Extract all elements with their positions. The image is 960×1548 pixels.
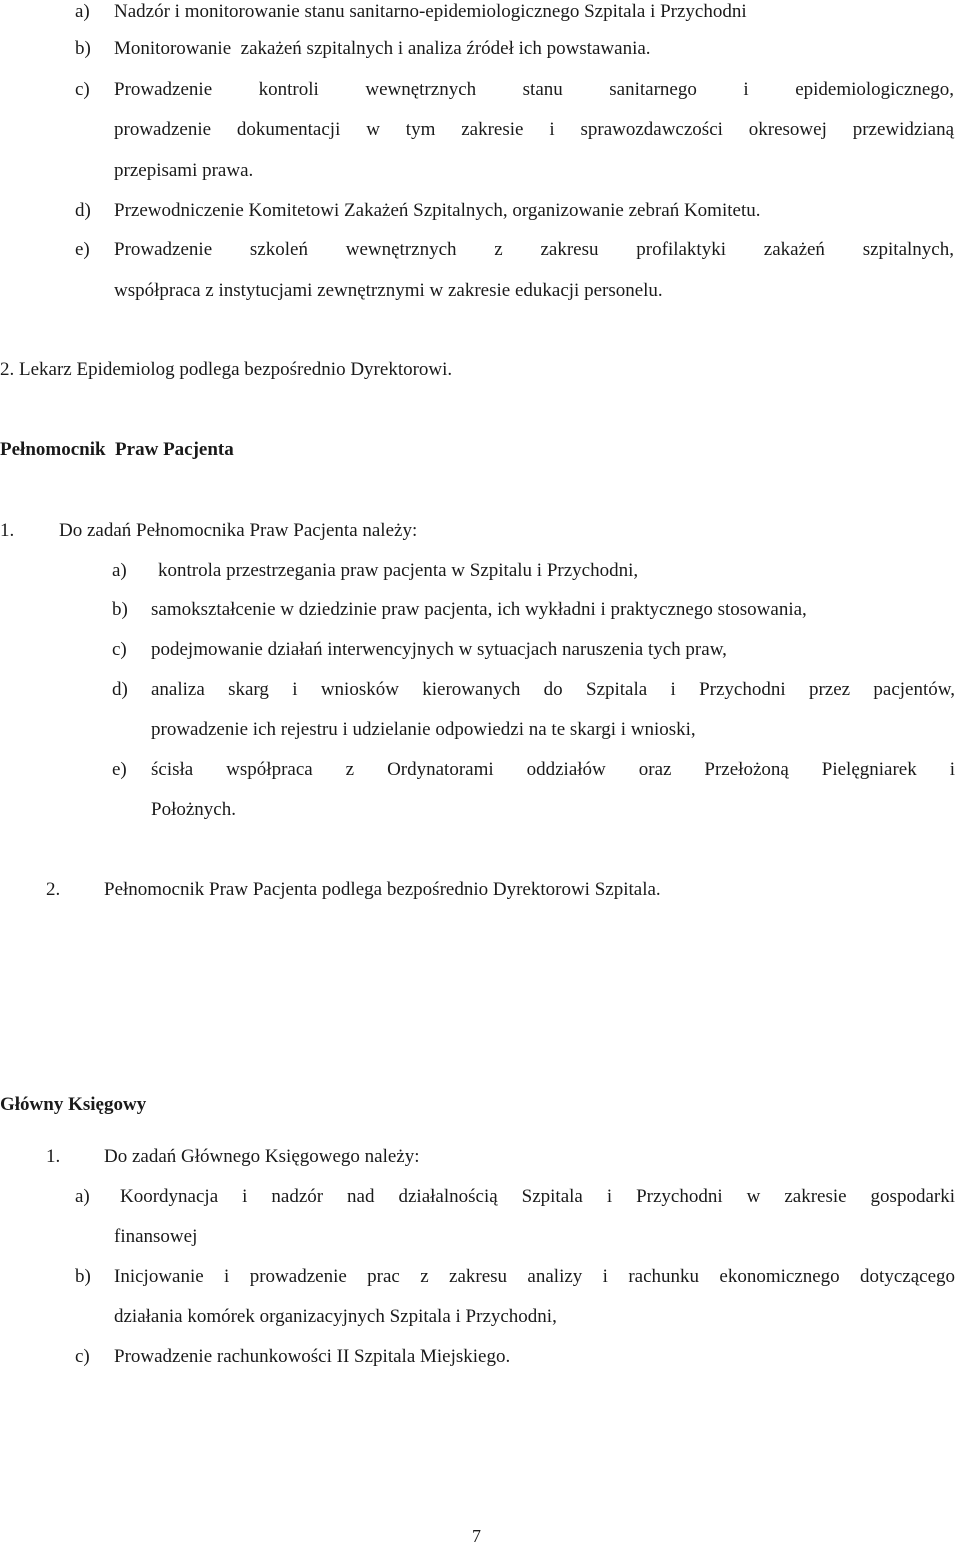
list-marker: d)	[75, 200, 91, 221]
point-number: 1.	[0, 520, 15, 541]
point-number: 2.	[46, 879, 61, 900]
list-item-text: Koordynacja i nadzór nad działalnością Szpitala i Przychodni w zakresie gospodarki	[120, 1186, 955, 1207]
list-item-text: Położnych.	[151, 799, 236, 820]
list-marker: a)	[75, 1186, 90, 1207]
list-item-text: Prowadzenie rachunkowości II Szpitala Miejskiego.	[114, 1346, 511, 1367]
section-heading-pelnomocnik: Pełnomocnik Praw Pacjenta	[0, 439, 234, 460]
list-item-text: działania komórek organizacyjnych Szpitala i Przychodni,	[114, 1306, 557, 1327]
list-item-text: analiza skarg i wniosków kierowanych do Szpitala i Przychodni przez pacjentów,	[151, 679, 955, 700]
point-text: Pełnomocnik Praw Pacjenta podlega bezpośrednio Dyrektorowi Szpitala.	[104, 879, 661, 900]
list-item-text: Nadzór i monitorowanie stanu sanitarno-epidemiologicznego Szpitala i Przychodni	[114, 1, 747, 22]
list-item-text: finansowej	[114, 1226, 198, 1247]
list-marker: e)	[112, 759, 127, 780]
epidemiolog-subordination: 2. Lekarz Epidemiolog podlega bezpośrednio Dyrektorowi.	[0, 359, 453, 380]
list-item-text: Prowadzenie szkoleń wewnętrznych z zakresu profilaktyki zakażeń szpitalnych,	[114, 239, 954, 260]
list-item-text: Monitorowanie zakażeń szpitalnych i analiza źródeł ich powstawania.	[114, 38, 651, 59]
list-item-text: Prowadzenie kontroli wewnętrznych stanu sanitarnego i epidemiologicznego,	[114, 79, 954, 100]
list-item-text: Przewodniczenie Komitetowi Zakażeń Szpitalnych, organizowanie zebrań Komitetu.	[114, 200, 761, 221]
point-text: Do zadań Głównego Księgowego należy:	[104, 1146, 420, 1167]
list-item-text: prowadzenie dokumentacji w tym zakresie i sprawozdawczości okresowej przewidzianą	[114, 119, 954, 140]
list-item-text: kontrola przestrzegania praw pacjenta w Szpitalu i Przychodni,	[158, 560, 639, 581]
point-number: 1.	[46, 1146, 61, 1167]
list-item-text: podejmowanie działań interwencyjnych w sytuacjach naruszenia tych praw,	[151, 639, 727, 660]
list-marker: b)	[75, 1266, 91, 1287]
list-marker: c)	[75, 1346, 90, 1367]
list-marker: c)	[75, 79, 90, 100]
list-marker: a)	[112, 560, 127, 581]
list-item-text: prowadzenie ich rejestru i udzielanie odpowiedzi na te skargi i wnioski,	[151, 719, 696, 740]
list-item-text: przepisami prawa.	[114, 160, 254, 181]
list-marker: e)	[75, 239, 90, 260]
list-item-text: współpraca z instytucjami zewnętrznymi w zakresie edukacji personelu.	[114, 280, 663, 301]
section-heading-ksiegowy: Główny Księgowy	[0, 1094, 147, 1115]
page-number: 7	[472, 1526, 481, 1546]
list-marker: b)	[75, 38, 91, 59]
list-item-text: ścisła współpraca z Ordynatorami oddziałów oraz Przełożoną Pielęgniarek i	[151, 759, 955, 780]
list-item-text: samokształcenie w dziedzinie praw pacjenta, ich wykładni i praktycznego stosowania,	[151, 599, 807, 620]
list-marker: b)	[112, 599, 128, 620]
point-text: Do zadań Pełnomocnika Praw Pacjenta należy:	[59, 520, 418, 541]
list-item-text: Inicjowanie i prowadzenie prac z zakresu analizy i rachunku ekonomicznego dotyczącego	[114, 1266, 955, 1287]
list-marker: a)	[75, 1, 90, 22]
list-marker: c)	[112, 639, 127, 660]
list-marker: d)	[112, 679, 128, 700]
